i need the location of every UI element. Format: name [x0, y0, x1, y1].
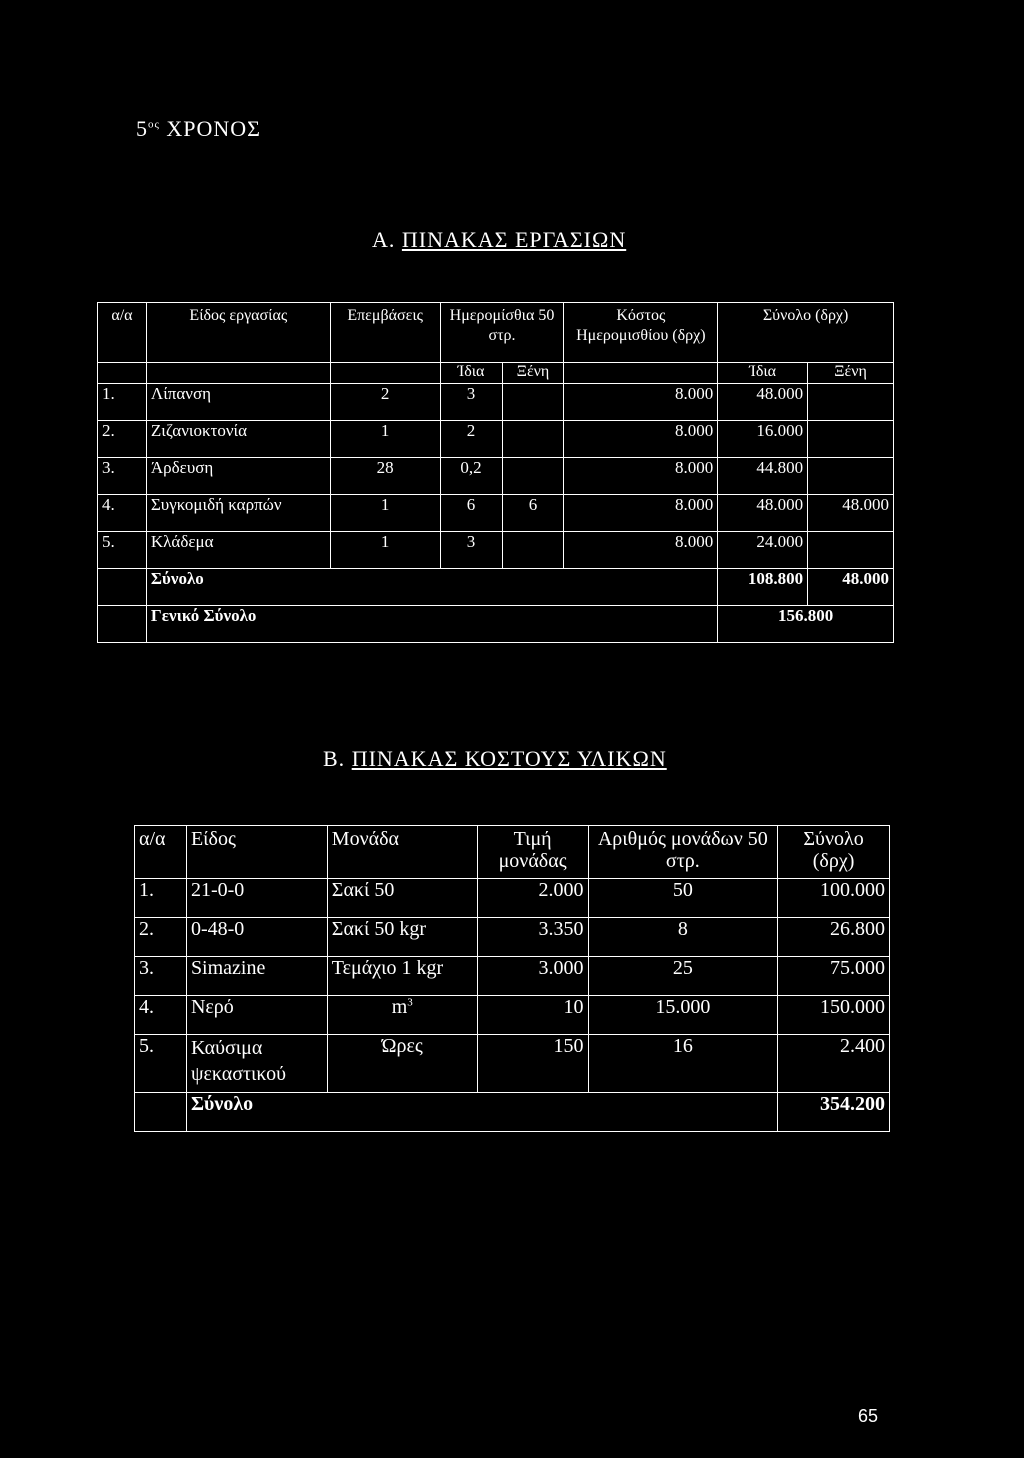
cell-work-kind: Συγκομιδή καρπών	[146, 495, 330, 532]
cell-work-kind: Άρδευση	[146, 458, 330, 495]
cell-aa: 2.	[135, 918, 187, 957]
cell-total: 150.000	[778, 996, 890, 1035]
cell-aa: 2.	[98, 421, 147, 458]
cell-own-wages: 3	[440, 384, 502, 421]
work-table	[97, 302, 894, 643]
cell-work-kind: Κλάδεμα	[146, 532, 330, 569]
header-wages: Ημερομίσθια 50 στρ.	[440, 303, 564, 363]
cell-aa: 4.	[135, 996, 187, 1035]
sum-total: 354.200	[778, 1093, 890, 1132]
grand-total-row	[98, 606, 894, 643]
header-unit-price: Τιμή μονάδας	[477, 826, 588, 879]
cell-aa: 1.	[98, 384, 147, 421]
year-number: 5	[136, 116, 148, 141]
cell-unit-exponent: 3	[407, 996, 413, 1009]
cell-kind: Νερό	[186, 996, 327, 1035]
subheader-own-wages: Ίδια	[440, 363, 502, 384]
cell-total-foreign: 48.000	[808, 495, 894, 532]
header-total: Σύνολο (δρχ)	[778, 826, 890, 879]
cell-interventions: 28	[330, 458, 440, 495]
subheader-empty	[330, 363, 440, 384]
cell-work-kind: Ζιζανιοκτονία	[146, 421, 330, 458]
table-row	[98, 495, 894, 532]
cell-interventions: 1	[330, 421, 440, 458]
header-unit-count: Αριθμός μονάδων 50 στρ.	[588, 826, 778, 879]
table-row	[98, 532, 894, 569]
cell-aa: 3.	[98, 458, 147, 495]
cell-total-own: 24.000	[718, 532, 808, 569]
cell-total-own: 48.000	[718, 495, 808, 532]
grand-total-label: Γενικό Σύνολο	[146, 606, 717, 643]
cell-total: 2.400	[778, 1035, 890, 1093]
cell-unit-count: 25	[588, 957, 778, 996]
header-aa: α/α	[135, 826, 187, 879]
cell-own-wages: 6	[440, 495, 502, 532]
cell-own-wages: 3	[440, 532, 502, 569]
table-b-title-text: ΠΙΝΑΚΑΣ ΚΟΣΤΟΥΣ ΥΛΙΚΩΝ	[351, 746, 667, 771]
sum-foreign: 48.000	[808, 569, 894, 606]
cell-unit	[327, 996, 477, 1035]
cell-wage-cost: 8.000	[564, 495, 718, 532]
table-row	[135, 879, 890, 918]
cell-unit: Τεμάχιο 1 kgr	[327, 957, 477, 996]
sum-own: 108.800	[718, 569, 808, 606]
subheader-empty	[146, 363, 330, 384]
materials-table	[134, 825, 890, 1132]
table-row	[98, 421, 894, 458]
cell-unit-price: 3.350	[477, 918, 588, 957]
cell-unit-price: 150	[477, 1035, 588, 1093]
cell-empty	[135, 1093, 187, 1132]
cell-foreign-wages	[502, 532, 564, 569]
sum-label: Σύνολο	[186, 1093, 777, 1132]
cell-unit: Σακί 50	[327, 879, 477, 918]
cell-total-own: 16.000	[718, 421, 808, 458]
cell-unit: Σακί 50 kgr	[327, 918, 477, 957]
cell-total-foreign	[808, 458, 894, 495]
table-a-title-prefix: Α.	[372, 227, 396, 252]
header-unit: Μονάδα	[327, 826, 477, 879]
table-row	[135, 918, 890, 957]
cell-unit-price: 3.000	[477, 957, 588, 996]
table-row	[98, 458, 894, 495]
subheader-foreign-wages: Ξένη	[502, 363, 564, 384]
cell-total-foreign	[808, 384, 894, 421]
cell-unit-count: 50	[588, 879, 778, 918]
subheader-foreign-total: Ξένη	[808, 363, 894, 384]
cell-unit: Ώρες	[327, 1035, 477, 1093]
cell-unit-price: 10	[477, 996, 588, 1035]
cell-foreign-wages: 6	[502, 495, 564, 532]
cell-wage-cost: 8.000	[564, 421, 718, 458]
cell-total-own: 44.800	[718, 458, 808, 495]
cell-interventions: 1	[330, 532, 440, 569]
year-heading-text: ΧΡΟΝΟΣ	[166, 116, 261, 141]
cell-empty	[98, 569, 147, 606]
cell-unit-text: m	[391, 996, 408, 1018]
cell-work-kind: Λίπανση	[146, 384, 330, 421]
subheader-empty	[98, 363, 147, 384]
header-aa: α/α	[98, 303, 147, 363]
year-ordinal-suffix: ος	[148, 118, 160, 131]
cell-kind: Simazine	[186, 957, 327, 996]
cell-aa: 3.	[135, 957, 187, 996]
cell-kind: Καύσιμα ψεκαστικού	[186, 1035, 327, 1093]
cell-own-wages: 0,2	[440, 458, 502, 495]
cell-wage-cost: 8.000	[564, 384, 718, 421]
table-row	[135, 957, 890, 996]
table-a-title-text: ΠΙΝΑΚΑΣ ΕΡΓΑΣΙΩΝ	[401, 227, 627, 252]
header-kind: Είδος	[186, 826, 327, 879]
header-wage-cost: Κόστος Ημερομισθίου (δρχ)	[564, 303, 718, 363]
cell-foreign-wages	[502, 421, 564, 458]
cell-total-own: 48.000	[718, 384, 808, 421]
table-a-title	[372, 227, 626, 253]
subheader-own-total: Ίδια	[718, 363, 808, 384]
cell-interventions: 1	[330, 495, 440, 532]
cell-unit-price: 2.000	[477, 879, 588, 918]
cell-kind: 0-48-0	[186, 918, 327, 957]
cell-interventions: 2	[330, 384, 440, 421]
table-subheader-row	[98, 363, 894, 384]
header-total: Σύνολο (δρχ)	[718, 303, 894, 363]
cell-aa: 1.	[135, 879, 187, 918]
cell-own-wages: 2	[440, 421, 502, 458]
cell-total-foreign	[808, 421, 894, 458]
table-row	[135, 1035, 890, 1093]
cell-total: 100.000	[778, 879, 890, 918]
subheader-empty	[564, 363, 718, 384]
table-b-title	[323, 746, 667, 772]
cell-total: 26.800	[778, 918, 890, 957]
page-number: 65	[858, 1406, 879, 1426]
cell-foreign-wages	[502, 384, 564, 421]
cell-wage-cost: 8.000	[564, 458, 718, 495]
header-interventions: Επεμβάσεις	[330, 303, 440, 363]
cell-unit-count: 16	[588, 1035, 778, 1093]
year-heading	[136, 116, 261, 142]
table-row	[135, 996, 890, 1035]
cell-total: 75.000	[778, 957, 890, 996]
cell-empty	[98, 606, 147, 643]
header-work-kind: Είδος εργασίας	[146, 303, 330, 363]
cell-unit-count: 15.000	[588, 996, 778, 1035]
cell-aa: 4.	[98, 495, 147, 532]
grand-total-value: 156.800	[718, 606, 894, 643]
cell-foreign-wages	[502, 458, 564, 495]
table-b-title-prefix: Β.	[323, 746, 346, 771]
cell-aa: 5.	[98, 532, 147, 569]
table-row	[98, 384, 894, 421]
sum-row	[98, 569, 894, 606]
cell-kind: 21-0-0	[186, 879, 327, 918]
cell-wage-cost: 8.000	[564, 532, 718, 569]
cell-total-foreign	[808, 532, 894, 569]
sum-label: Σύνολο	[146, 569, 717, 606]
sum-row	[135, 1093, 890, 1132]
cell-aa: 5.	[135, 1035, 187, 1093]
table-header-row	[135, 826, 890, 879]
table-header-row	[98, 303, 894, 363]
cell-unit-count: 8	[588, 918, 778, 957]
